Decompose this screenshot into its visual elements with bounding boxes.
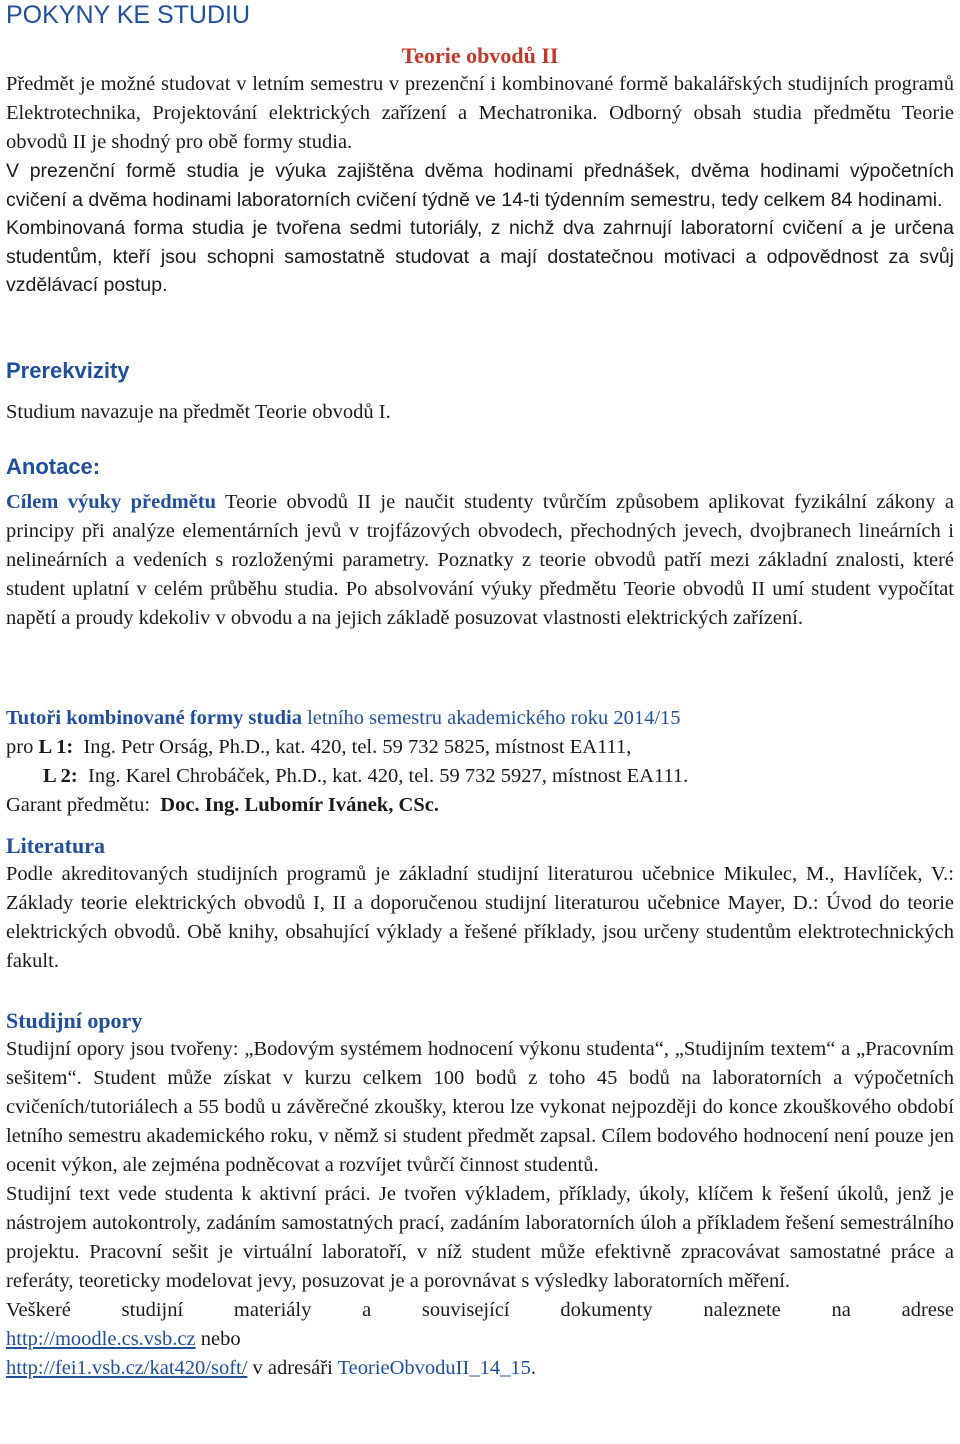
sentence-end: . [530, 1357, 536, 1379]
intro-paragraph-2: V prezenční formě studia je výuka zajištěna dvěma hodinami přednášek, dvěma hodinami výpočetních cvičení a dvěma hodinami laboratorních cvičení týdně ve 14-ti týdenním semestru, tedy celkem 84 hodinami. [6, 160, 954, 211]
annotation-text: Teorie obvodů II je naučit studenty tvůrčím způsobem aplikovat fyzikální zákony a principy při analýze elementárních jevů v trojfázových obvodech, přechodných jevech, dvojbranech lineárních i nelineárních a vedeních s rozloženými parametry. Poznatky z teorie obvodů patří mezi základní znalosti, které student uplatní v celém průběhu studia. Po absolvování výuky předmětu Teorie obvodů II umí student vypočítat napětí a proudy kdekoliv v obvodu a na jejich základě posuzovat vlastnosti elektrických zařízení. [6, 491, 954, 629]
tutor-l2 [6, 762, 954, 791]
annotation-section [6, 488, 954, 633]
prerequisites-heading: Prerekvizity [6, 358, 130, 383]
study-aids-paragraph-1: Studijní opory jsou tvořeny: „Bodovým systémem hodnocení výkonu studenta“, „Studijním textem“ a „Pracovním sešitem“. Student může získat v kurzu celkem 100 bodů z toho 45 bodů na laboratorních a výpočetních cvičeních/tutoriálech a 55 bodů u závěrečné zkoušky, kterou lze vykonat nejpozději do konce zkouškového období letního semestru akademického roku, v němž si student předmět zapsal. Cílem bodového hodnocení není pouze jen ocenit výkon, ale zejména podněcovat a rozvíjet tvůrčí činnost studentů. [6, 1038, 954, 1176]
prerequisites-section [6, 398, 954, 427]
guarantor-name: Doc. Ing. Lubomír Ivánek, CSc. [160, 794, 439, 816]
study-aids-section [6, 1035, 954, 1383]
intro-section [6, 70, 954, 157]
subject-title: Teorie obvodů II [401, 43, 559, 68]
tutor-l1-prefix: pro [6, 736, 39, 758]
fei-link-suffix: v adresáři [247, 1357, 338, 1379]
study-aids-paragraph-3: Veškeré studijní materiály a související dokumenty naleznete na adrese [6, 1299, 954, 1321]
moodle-link-row [6, 1325, 954, 1354]
guarantor [6, 791, 954, 820]
page-title: POKYNY KE STUDIU [6, 1, 251, 29]
annotation-paragraph [6, 488, 954, 633]
study-aids-paragraph-2: Studijní text vede studenta k aktivní práci. Je tvořen výkladem, příklady, úkoly, klíčem k řešení úkolů, jenž je nástrojem autokontroly, zadáním samostatných prací, zadáním laboratorních úloh a příkladem řešení semestrálního projektu. Pracovní sešit je virtuální laboratoří, v níž student může efektivně zpracovávat samostatné práce a referáty, teoreticky modelovat jevy, posuzovat je a porovnávat s výsledky laboratorních měření. [6, 1183, 954, 1292]
fei-link-row [6, 1354, 954, 1383]
tutor-l1 [6, 733, 954, 762]
annotation-heading: Anotace: [6, 454, 101, 479]
moodle-link-suffix: nebo [195, 1328, 241, 1350]
annotation-lead: Cílem výuky předmětu [6, 491, 217, 513]
tutor-l2-text: Ing. Karel Chrobáček, Ph.D., kat. 420, tel. 59 732 5927, místnost EA111. [88, 765, 689, 787]
intro-sans-section [6, 157, 954, 300]
tutors-heading-rest: letního semestru akademického roku 2014/15 [301, 707, 681, 729]
literature-heading: Literatura [6, 833, 105, 858]
tutors-heading-bold: Tutoři kombinované formy studia [6, 707, 302, 729]
prerequisites-text: Studium navazuje na předmět Teorie obvodů I. [6, 401, 391, 423]
guarantor-label: Garant předmětu: [6, 794, 151, 816]
literature-section [6, 860, 954, 976]
study-aids-heading: Studijní opory [6, 1008, 143, 1033]
intro-paragraph-1: Předmět je možné studovat v letním semestru v prezenční i kombinované formě bakalářských studijních programů Elektrotechnika, Projektování elektrických zařízení a Mechatronika. Odborný obsah studia předmětu Teorie obvodů II je shodný pro obě formy studia. [6, 73, 954, 153]
moodle-link[interactable]: http://moodle.cs.vsb.cz [6, 1328, 196, 1350]
tutors-heading [6, 704, 954, 733]
tutor-l1-label: L 1: [38, 736, 74, 758]
literature-text: Podle akreditovaných studijních programů je základní studijní literaturou učebnice Mikulec, M., Havlíček, V.: Základy teorie elektrických obvodů I, II a doporučenou studijní literaturou učebnice Mayer, D.: Úvod do teorie elektrických obvodů. Obě knihy, obsahující výklady a řešené příklady, jsou určeny studentům elektrotechnických fakult. [6, 863, 954, 972]
tutor-l2-label: L 2: [43, 765, 78, 787]
fei-link[interactable]: http://fei1.vsb.cz/kat420/soft/ [6, 1357, 248, 1379]
tutor-l1-text: Ing. Petr Orság, Ph.D., kat. 420, tel. 59 732 5825, místnost EA111, [83, 736, 632, 758]
intro-paragraph-3: Kombinovaná forma studia je tvořena sedmi tutoriály, z nichž dva zahrnují laboratorní cvičení a je určena studentům, kteří jsou schopni samostatně studovat a mají dostatečnou motivaci a odpovědnost za svůj vzdělávací postup. [6, 217, 954, 296]
tutors-section [6, 704, 954, 820]
folder-name: TeorieObvoduII_14_15 [337, 1357, 531, 1379]
